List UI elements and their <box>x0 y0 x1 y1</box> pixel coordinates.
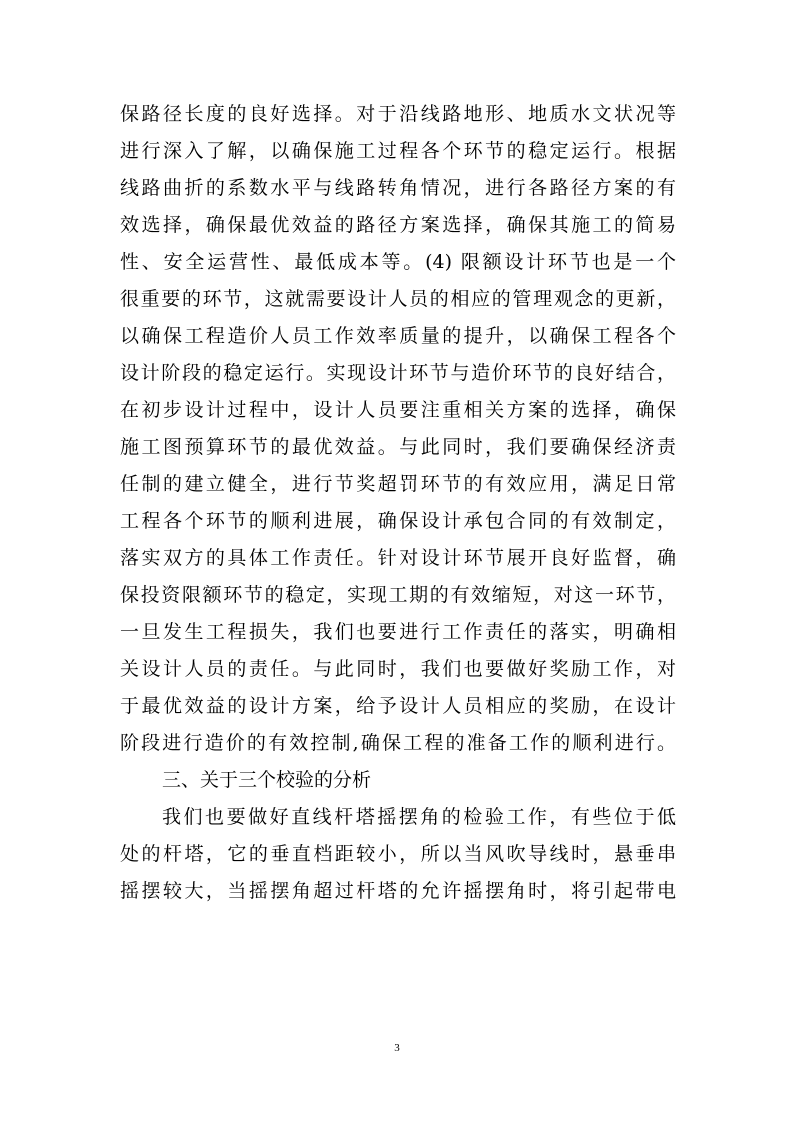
text-line: 设计阶段的稳定运行。实现设计环节与造价环节的良好结合， <box>120 362 676 384</box>
text-line: 处的杆塔，它的垂直档距较小，所以当风吹导线时，悬垂串 <box>120 843 676 865</box>
section-heading: 三、关于三个校验的分析 <box>162 769 372 791</box>
page-number: 3 <box>394 1042 400 1054</box>
text-line: 关设计人员的责任。与此同时，我们也要做好奖励工作，对 <box>120 658 676 680</box>
text-line: 落实双方的具体工作责任。针对设计环节展开良好监督，确 <box>120 547 676 569</box>
text-line: 效选择，确保最优效益的路径方案选择，确保其施工的简易 <box>120 214 676 236</box>
text-line: 以确保工程造价人员工作效率质量的提升，以确保工程各个 <box>120 325 676 347</box>
text-line: 阶段进行造价的有效控制,确保工程的准备工作的顺利进行。 <box>120 732 676 754</box>
text-line: 于最优效益的设计方案，给予设计人员相应的奖励，在设计 <box>120 695 676 717</box>
text-line: 工程各个环节的顺利进展，确保设计承包合同的有效制定， <box>120 510 676 532</box>
body-text <box>120 96 676 910</box>
text-line: 保投资限额环节的稳定，实现工期的有效缩短，对这一环节， <box>120 584 676 606</box>
text-line: 在初步设计过程中，设计人员要注重相关方案的选择，确保 <box>120 399 676 421</box>
text-line: 性、安全运营性、最低成本等。(4) 限额设计环节也是一个 <box>120 251 676 273</box>
text-line: 任制的建立健全，进行节奖超罚环节的有效应用，满足日常 <box>120 473 676 495</box>
text-line: 我们也要做好直线杆塔摇摆角的检验工作，有些位于低 <box>162 806 676 828</box>
text-line: 摇摆较大，当摇摆角超过杆塔的允许摇摆角时，将引起带电 <box>120 880 676 902</box>
text-line: 线路曲折的系数水平与线路转角情况，进行各路径方案的有 <box>120 177 676 199</box>
text-line: 保路径长度的良好选择。对于沿线路地形、地质水文状况等 <box>120 103 676 125</box>
text-line: 施工图预算环节的最优效益。与此同时，我们要确保经济责 <box>120 436 676 458</box>
text-line: 一旦发生工程损失，我们也要进行工作责任的落实，明确相 <box>120 621 676 643</box>
text-line: 很重要的环节，这就需要设计人员的相应的管理观念的更新， <box>120 288 676 310</box>
text-line: 进行深入了解，以确保施工过程各个环节的稳定运行。根据 <box>120 140 676 162</box>
